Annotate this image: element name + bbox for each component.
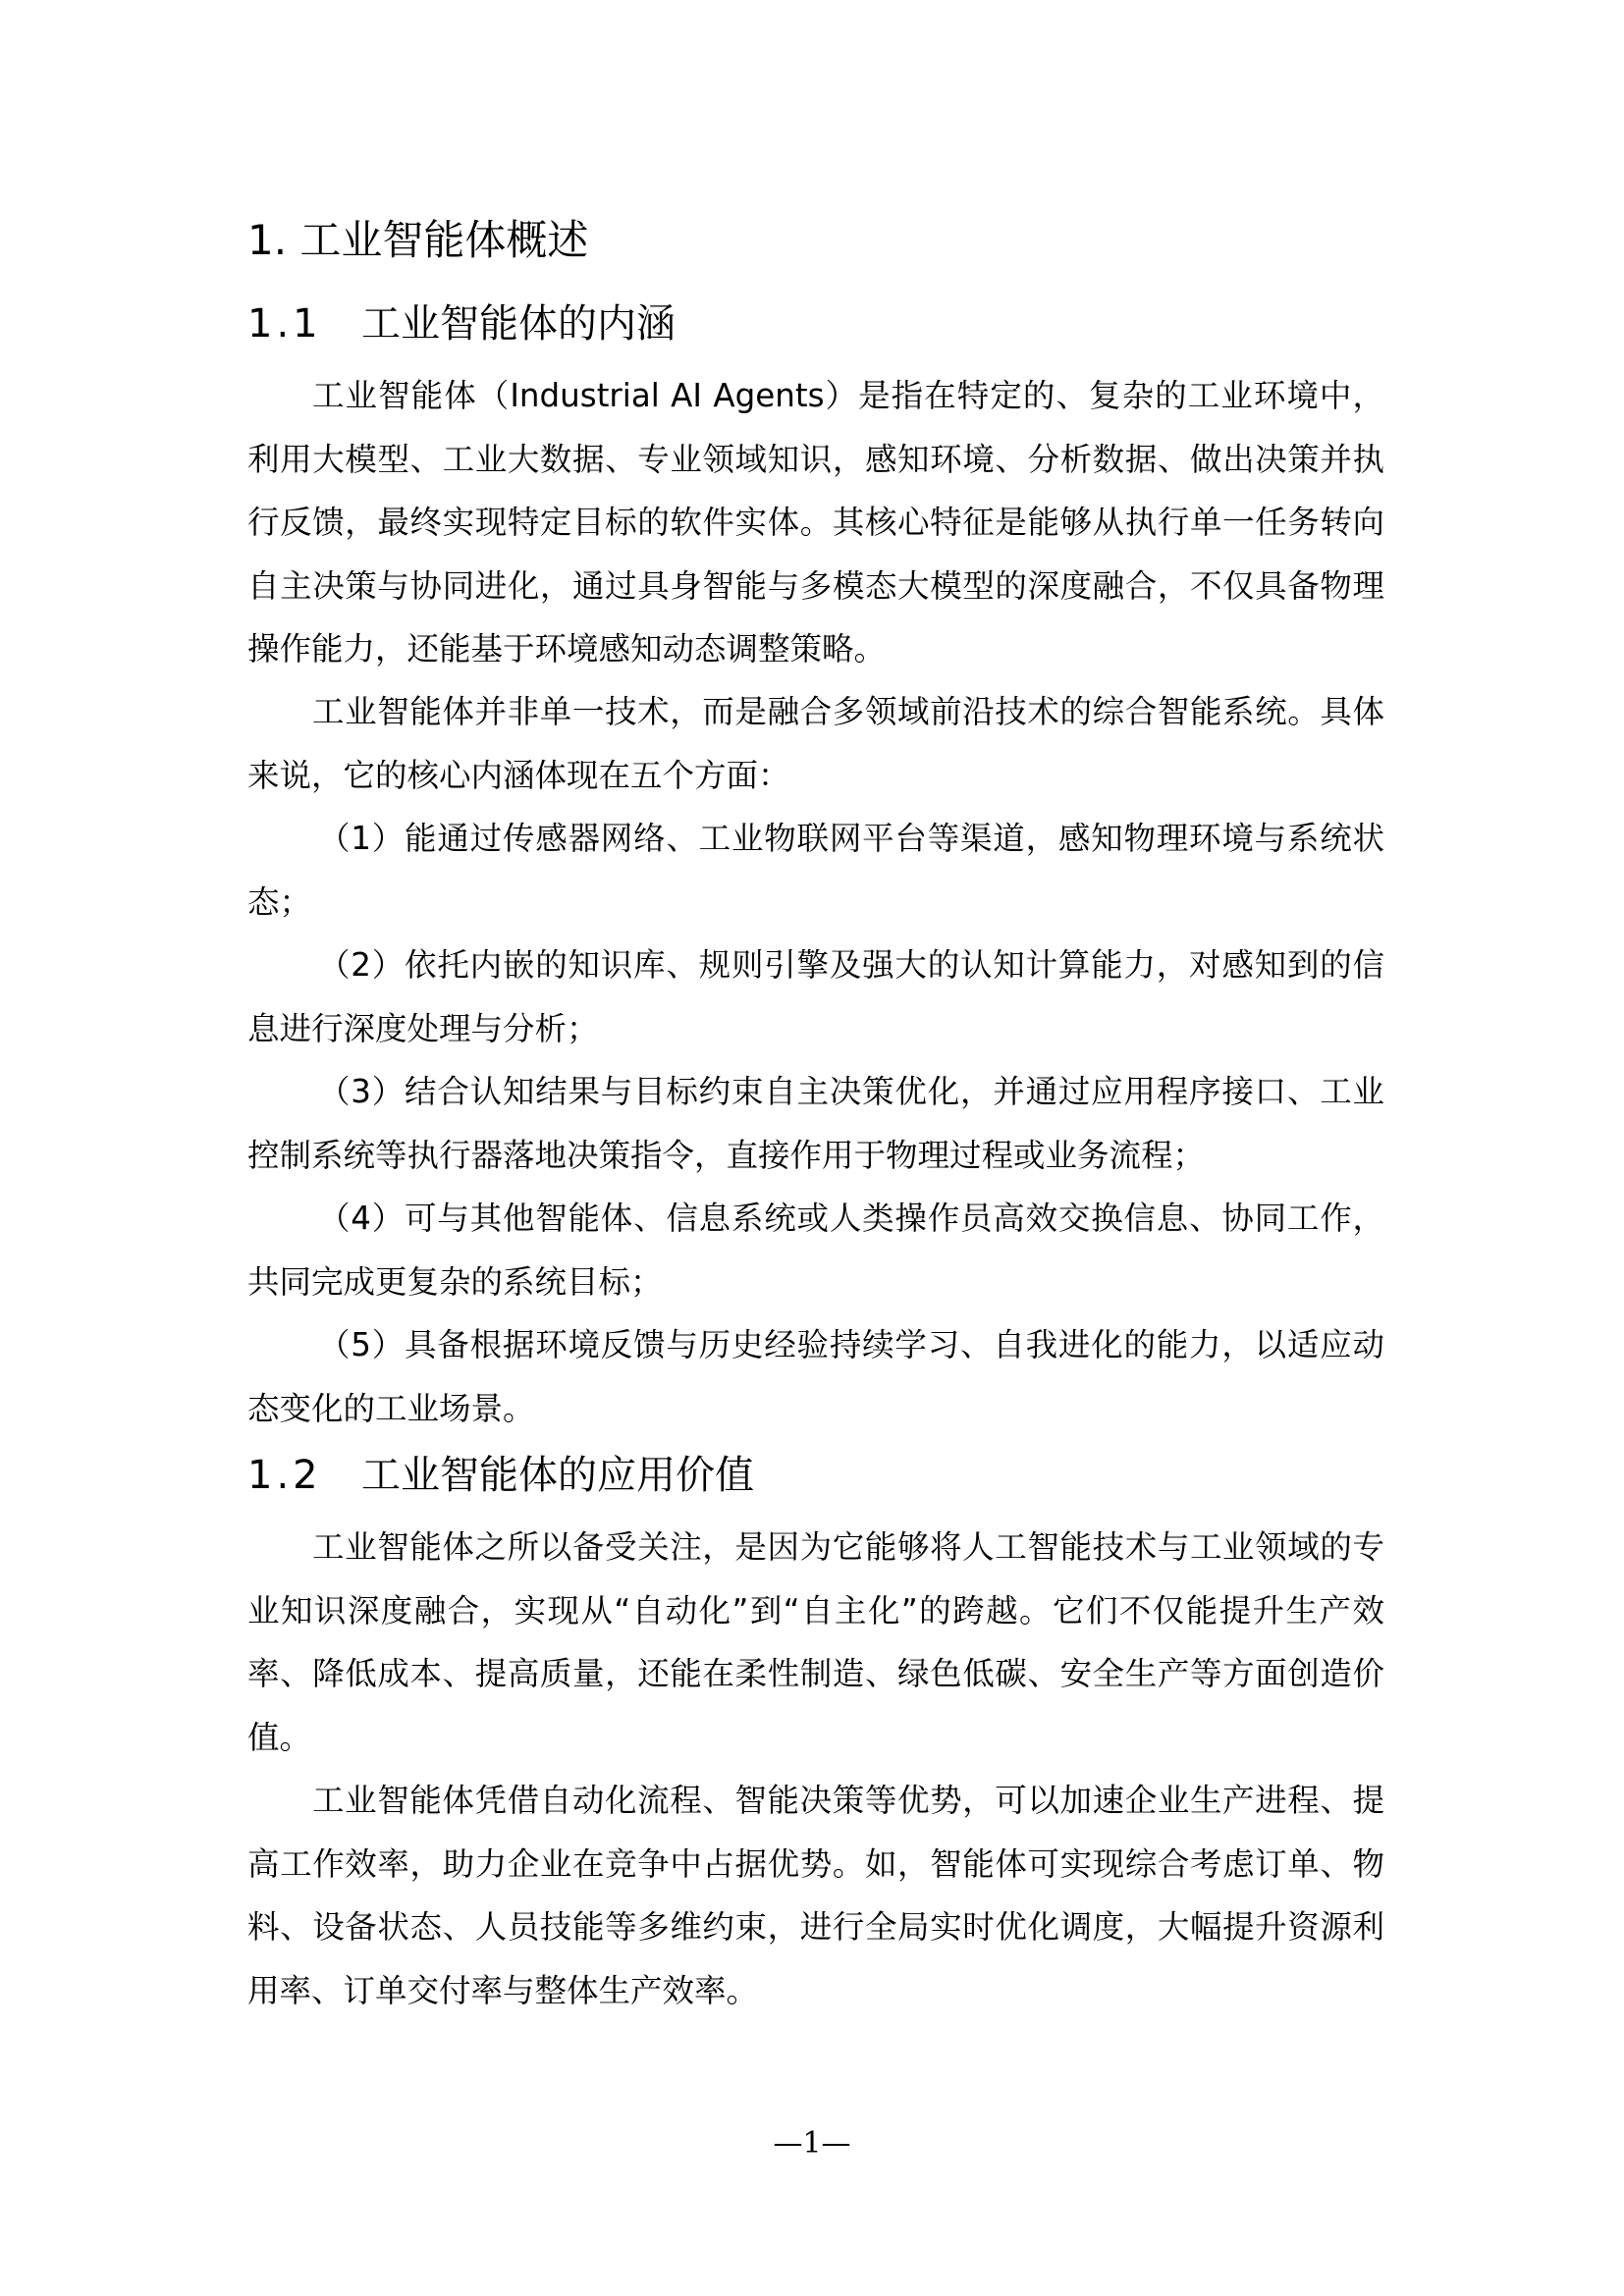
section-1-1-heading	[247, 292, 1384, 356]
section-1-2-heading	[247, 1443, 1384, 1508]
page-number: —1—	[773, 2126, 851, 2161]
list-item: （3）结合认知结果与目标约束自主决策优化，并通过应用程序接口、工业控制系统等执行器落地决策指令，直接作用于物理过程或业务流程；	[247, 1073, 1384, 1174]
section-1-heading: 1. 工业智能体概述	[247, 216, 589, 264]
paragraph: 工业智能体并非单一技术，而是融合多领域前沿技术的综合智能系统。具体来说，它的核心内涵体现在五个方面：	[247, 693, 1384, 794]
list-item: （4）可与其他智能体、信息系统或人类操作员高效交换信息、协同工作，共同完成更复杂的系统目标；	[247, 1200, 1384, 1301]
list-item: （1）能通过传感器网络、工业物联网平台等渠道，感知物理环境与系统状态；	[247, 820, 1384, 921]
list-item: （2）依托内嵌的知识库、规则引擎及强大的认知计算能力，对感知到的信息进行深度处理与分析；	[247, 946, 1384, 1047]
section-1-2-title: 工业智能体的应用价值	[361, 1453, 754, 1498]
paragraph: 工业智能体（Industrial AI Agents）是指在特定的、复杂的工业环境中，利用大模型、工业大数据、专业领域知识，感知环境、分析数据、做出决策并执行反馈，最终实现特定目标的软件实体。其核心特征是能够从执行单一任务转向自主决策与协同进化，通过具身智能与多模态大模型的深度融合，不仅具备物理操作能力，还能基于环境感知动态调整策略。	[247, 377, 1384, 667]
paragraph: 工业智能体之所以备受关注，是因为它能够将人工智能技术与工业领域的专业知识深度融合，实现从“自动化”到“自主化”的跨越。它们不仅能提升生产效率、降低成本、提高质量，还能在柔性制造、绿色低碳、安全生产等方面创造价值。	[247, 1528, 1384, 1756]
list-item: （5）具备根据环境反馈与历史经验持续学习、自我进化的能力，以适应动态变化的工业场景。	[247, 1326, 1384, 1427]
paragraph: 工业智能体凭借自动化流程、智能决策等优势，可以加速企业生产进程、提高工作效率，助力企业在竞争中占据优势。如，智能体可实现综合考虑订单、物料、设备状态、人员技能等多维约束，进行全局实时优化调度，大幅提升资源利用率、订单交付率与整体生产效率。	[247, 1782, 1384, 2009]
section-1-2-number: 1.2	[247, 1453, 322, 1498]
section-1-1-title: 工业智能体的内涵	[361, 301, 676, 347]
section-1-1-number: 1.1	[247, 301, 322, 347]
